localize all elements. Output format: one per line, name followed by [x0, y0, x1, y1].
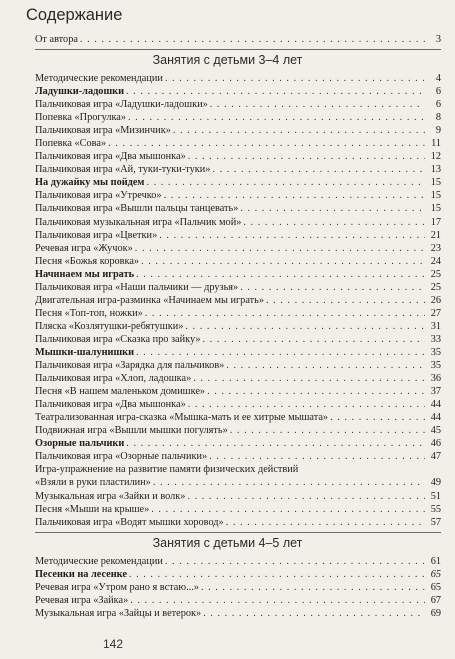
toc-entry-page: 6	[435, 86, 441, 98]
toc-entry	[35, 516, 441, 529]
dot-leader	[151, 503, 425, 516]
toc-entry	[35, 307, 441, 320]
toc-entry-page: 12	[430, 151, 441, 163]
toc-entry-title: Музыкальная игра «Зайки и волк»	[35, 490, 186, 502]
dot-leader	[207, 385, 425, 398]
toc-entry-title: Пальчиковая игра «Мизинчик»	[35, 125, 171, 137]
toc-entry-title: Попевка «Сова»	[35, 138, 107, 150]
toc-entry	[35, 150, 441, 163]
toc-entry	[35, 581, 441, 594]
toc-entry	[35, 320, 441, 333]
toc-entry-title: Двигательная игра-разминка «Начинаем мы играть»	[35, 294, 264, 306]
toc-entry-page: 44	[430, 399, 441, 411]
toc-entry-title: Пальчиковая игра «Утречко»	[35, 190, 162, 202]
toc-entry	[35, 594, 441, 607]
toc-entry-title: Пальчиковая игра «Два мышонка»	[35, 151, 186, 163]
dot-leader	[165, 555, 425, 568]
toc-entry	[35, 72, 441, 85]
toc-entry	[35, 476, 441, 489]
toc-entry-title: Мышки-шалунишки	[35, 346, 135, 358]
toc-entry-page: 17	[430, 216, 441, 228]
dot-leader	[230, 424, 425, 437]
toc-entry-page: 23	[430, 242, 441, 254]
toc-entry-title: Песня «Топ-топ, ножки»	[35, 307, 143, 319]
dot-leader	[243, 216, 425, 229]
toc-entry	[35, 359, 441, 372]
dot-leader	[212, 163, 425, 176]
toc-entry	[35, 202, 441, 215]
toc-entry-title: Пальчиковая музыкальная игра «Пальчик мой»	[35, 216, 242, 228]
toc-entry-page: 27	[430, 307, 441, 319]
toc-entry-page: 47	[430, 451, 441, 463]
toc-entry	[35, 607, 441, 620]
section-3-4-list	[35, 72, 441, 529]
toc-entry-page: 24	[430, 255, 441, 267]
dot-leader	[203, 607, 425, 620]
toc-entry-title: Речевая игра «Зайка»	[35, 595, 129, 607]
toc-entry-title: Речевая игра «Утром рано я встаю...»	[35, 582, 199, 594]
toc-entry-page: 11	[431, 138, 441, 150]
toc-entry	[35, 333, 441, 346]
toc-entry	[35, 163, 441, 176]
toc-entry	[35, 294, 441, 307]
toc-entry	[35, 189, 441, 202]
dot-leader	[173, 124, 425, 137]
toc-entry	[35, 216, 441, 229]
toc-entry	[35, 229, 441, 242]
dot-leader	[80, 33, 425, 46]
toc-entry	[35, 424, 441, 437]
toc-entry	[35, 255, 441, 268]
dot-leader	[193, 372, 425, 385]
toc-entry-title: Пальчиковая игра «Вышли пальцы танцевать»	[35, 203, 239, 215]
section-title-4-5: Занятия с детьми 4–5 лет	[152, 536, 303, 550]
dot-leader	[240, 202, 425, 215]
dot-leader	[209, 450, 425, 463]
toc-entry	[35, 490, 441, 503]
toc-entry-page: 26	[430, 294, 441, 306]
toc-entry-title: Пальчиковая игра «Зарядка для пальчиков»	[35, 360, 225, 372]
toc-entry-page: 51	[430, 490, 441, 502]
dot-leader	[188, 398, 425, 411]
toc-entry-page: 69	[430, 608, 441, 620]
toc-entry-title: Пальчиковая игра «Ладушки-ладошки»	[35, 99, 208, 111]
toc-entry	[35, 463, 441, 476]
toc-entry-page: 55	[430, 503, 441, 515]
toc-entry	[35, 385, 441, 398]
section-title-3-4: Занятия с детьми 3–4 лет	[152, 53, 303, 67]
toc-entry	[35, 437, 441, 450]
dot-leader	[240, 281, 425, 294]
toc-entry-page: 15	[430, 190, 441, 202]
dot-leader	[130, 594, 425, 607]
toc-entry-page: 61	[430, 556, 441, 567]
toc-entry	[35, 346, 441, 359]
toc-entry	[35, 137, 441, 150]
toc-entry-page: 44	[430, 412, 441, 424]
toc-entry-page: 4	[435, 73, 441, 84]
dot-leader	[187, 490, 425, 503]
toc-entry	[35, 33, 441, 46]
dot-leader	[145, 307, 425, 320]
dot-leader	[185, 320, 425, 333]
toc-entry-title: Пальчиковая игра «Озорные пальчики»	[35, 451, 208, 463]
toc-entry-title: Песенки на лесенке	[35, 569, 127, 581]
toc-entry	[35, 98, 441, 111]
toc-entry-title: Театрализованная игра-сказка «Мышка-мать и ее хитрые мышата»	[35, 412, 329, 424]
toc-entry-title: Музыкальная игра «Зайцы и ветерок»	[35, 608, 202, 620]
page-heading: Содержание	[26, 6, 123, 24]
toc-entry-page: 67	[430, 595, 441, 607]
toc-entry-title: Методические рекомендации	[35, 73, 163, 84]
toc-entry-title: Пальчиковая игра «Наши пальчики — друзья»	[35, 281, 239, 293]
dot-leader	[108, 137, 425, 150]
toc-entry	[35, 281, 441, 294]
dot-leader	[141, 255, 425, 268]
dot-leader	[266, 294, 425, 307]
toc-entry	[35, 268, 441, 281]
dot-leader	[135, 242, 425, 255]
toc-entry-title: Пляска «Козлятушки-ребятушки»	[35, 320, 184, 332]
toc-entry-title: Песня «В нашем маленьком домишке»	[35, 386, 206, 398]
toc-entry	[35, 503, 441, 516]
toc-entry-title: От автора	[35, 34, 78, 45]
toc-entry-title: Подвижная игра «Вышли мышки погулять»	[35, 425, 228, 437]
dot-leader	[226, 359, 425, 372]
toc-entry-page: 6	[435, 99, 441, 111]
toc-entry-page: 65	[430, 582, 441, 594]
toc-entry-page: 33	[430, 333, 441, 345]
dot-leader	[129, 568, 425, 581]
toc-entry-title: Пальчиковая игра «Цветки»	[35, 229, 158, 241]
toc-entry	[35, 124, 441, 137]
toc-entry-page: 9	[435, 125, 441, 137]
dot-leader	[226, 516, 425, 529]
dot-leader	[203, 333, 425, 346]
toc-entry-title: Речевая игра «Жучок»	[35, 242, 133, 254]
page-number: 142	[103, 637, 124, 651]
toc-entry	[35, 411, 441, 424]
toc-entry	[35, 555, 441, 568]
toc-entry-title: Озорные пальчики	[35, 438, 125, 450]
dot-leader	[128, 111, 425, 124]
toc-entry-title: Песня «Мыши на крыше»	[35, 503, 150, 515]
dot-leader	[126, 85, 425, 98]
dot-leader	[188, 150, 425, 163]
toc-entry	[35, 176, 441, 189]
toc-entry-title: Пальчиковая игра «Ай, туки-туки-туки»	[35, 164, 211, 176]
toc-entry-page: 37	[430, 386, 441, 398]
toc-entry	[35, 450, 441, 463]
toc-entry-page: 49	[430, 477, 441, 489]
toc-entry-title: Методические рекомендации	[35, 556, 163, 567]
dot-leader	[159, 229, 425, 242]
toc-entry-title: «Взяли в руки пластилин»	[35, 477, 151, 489]
toc-entry	[35, 111, 441, 124]
dot-leader	[136, 268, 425, 281]
toc-entry-title: Пальчиковая игра «Сказка про зайку»	[35, 333, 201, 345]
toc-entry	[35, 372, 441, 385]
toc-entry-page: 65	[430, 569, 441, 581]
toc-entry-page: 21	[430, 229, 441, 241]
toc-entry	[35, 398, 441, 411]
toc-entry-page: 35	[430, 360, 441, 372]
dot-leader	[153, 476, 425, 489]
toc-entry-page: 25	[430, 281, 441, 293]
intro-list	[35, 33, 441, 46]
dot-leader	[126, 437, 425, 450]
dot-leader	[210, 98, 425, 111]
toc-entry-title: Пальчиковая игра «Хлоп, ладошка»	[35, 373, 192, 385]
toc-entry-page: 57	[430, 516, 441, 528]
toc-entry-title: Песня «Божья коровка»	[35, 255, 140, 267]
toc-entry-page: 31	[430, 320, 441, 332]
toc-entry-page: 15	[430, 177, 441, 189]
toc-entry-page: 15	[430, 203, 441, 215]
dot-leader	[164, 189, 425, 202]
toc-entry-title: На дужайку мы пойдем	[35, 177, 145, 189]
toc-entry-page: 25	[430, 268, 441, 280]
toc-entry	[35, 568, 441, 581]
toc-entry-page: 13	[430, 164, 441, 176]
toc-entry	[35, 242, 441, 255]
dot-leader	[165, 72, 425, 85]
dot-leader	[136, 346, 425, 359]
dot-leader	[146, 176, 425, 189]
toc-entry-title: Начинаем мы играть	[35, 268, 135, 280]
toc-entry-page: 8	[435, 112, 441, 124]
toc-entry-title: Пальчиковая игра «Водят мышки хоровод»	[35, 516, 224, 528]
toc-entry-page: 36	[430, 373, 441, 385]
toc-entry-title: Попевка «Прогулка»	[35, 112, 127, 124]
dot-leader	[201, 581, 425, 594]
divider	[35, 49, 441, 50]
toc-entry-page: 46	[430, 438, 441, 450]
toc-entry-title: Ладушки-ладошки	[35, 86, 125, 98]
toc-entry-title: Игра-упражнение на развитие памяти физических действий	[35, 464, 299, 476]
toc-entry	[35, 85, 441, 98]
toc-entry-page: 3	[435, 34, 441, 45]
toc-entry-page: 35	[430, 346, 441, 358]
toc-entry-page: 45	[430, 425, 441, 437]
toc-entry-title: Пальчиковая игра «Два мышонка»	[35, 399, 186, 411]
dot-leader	[330, 411, 425, 424]
divider	[35, 532, 441, 533]
section-4-5-list	[35, 555, 441, 620]
